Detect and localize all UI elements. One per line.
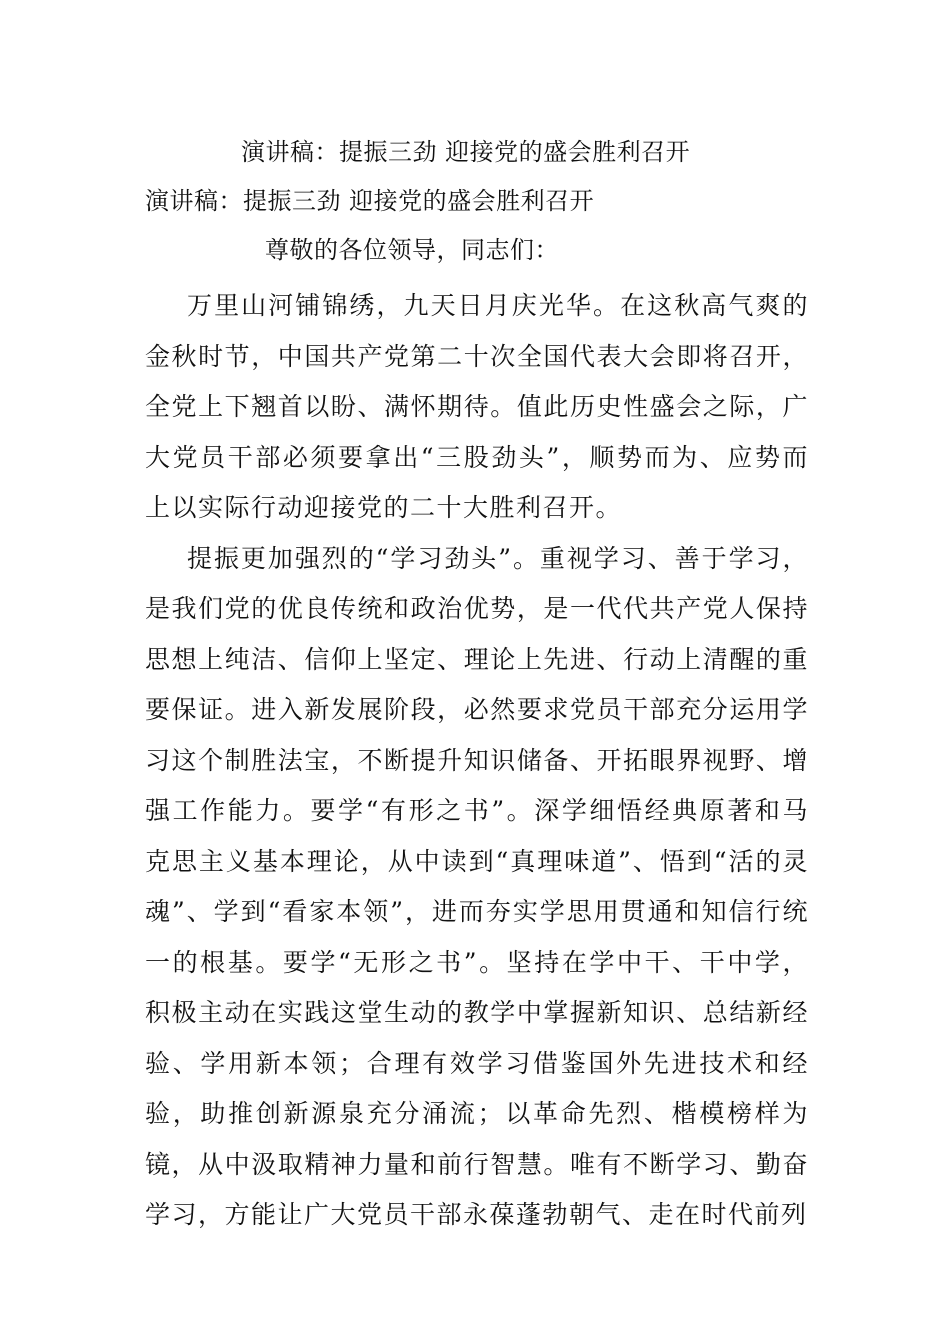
document-subtitle: 演讲稿：提振三劲 迎接党的盛会胜利召开 xyxy=(145,187,595,215)
paragraph-learning: 提振更加强烈的“学习劲头”。重视学习、善于学习，是我们党的优良传统和政治优势，是一代代共产党人保持思想上纯洁、信仰上坚定、理论上先进、行动上清醒的重要保证。进入新发展阶段，必然要求党员干部充分运用学习这个制胜法宝，不断提升知识储备、开拓眼界视野、增强工作能力。要学“有形之书”。深学细悟经典原著和马克思主义基本理论，从中读到“真理味道”、悟到“活的灵魂”、学到“看家本领”，进而夯实学思用贯通和知信行统一的根基。要学“无形之书”。坚持在学中干、干中学，积极主动在实践这堂生动的教学中掌握新知识、总结新经验、学用新本领；合理有效学习借鉴国外先进技术和经验，助推创新源泉充分涌流；以革命先烈、楷模榜样为镜，从中汲取精神力量和前行智慧。唯有不断学习、勤奋学习，方能让广大党员干部永葆蓬勃朝气、走在时代前列 xyxy=(145,543,809,1229)
document-title: 演讲稿：提振三劲 迎接党的盛会胜利召开 xyxy=(241,138,691,166)
salutation: 尊敬的各位领导，同志们： xyxy=(265,236,559,264)
body-text xyxy=(145,281,809,1241)
paragraph-intro: 万里山河铺锦绣，九天日月庆光华。在这秋高气爽的金秋时节，中国共产党第二十次全国代表大会即将召开，全党上下翘首以盼、满怀期待。值此历史性盛会之际，广大党员干部必须要拿出“三股劲头”，顺势而为、应势而上以实际行动迎接党的二十大胜利召开。 xyxy=(145,291,809,522)
